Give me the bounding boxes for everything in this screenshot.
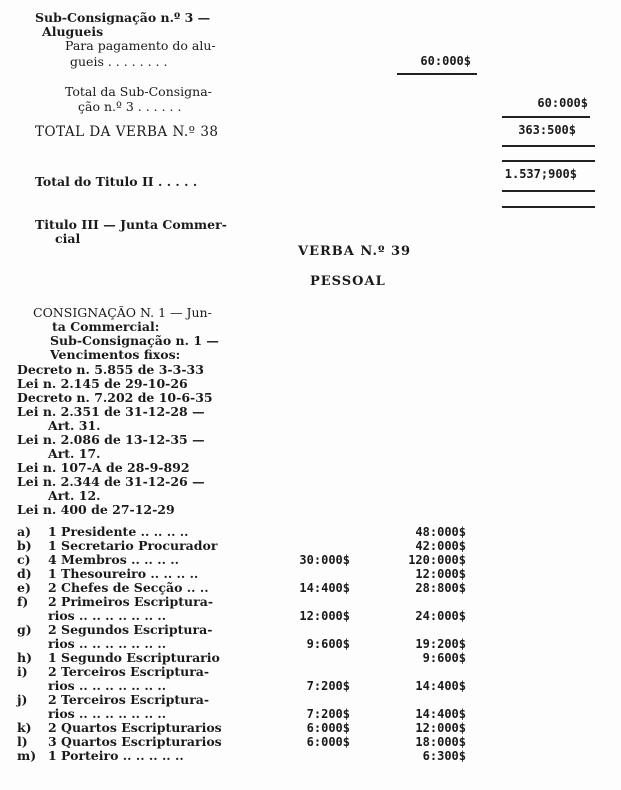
item-description: 2 Segundos Escriptura- xyxy=(48,622,213,637)
item-letter: d) xyxy=(17,566,32,581)
sub-total-value: 60:000$ xyxy=(537,96,588,110)
item-total-value: 24:000$ xyxy=(415,609,466,623)
item-description: 2 Chefes de Secção .. .. xyxy=(48,580,209,595)
item-letter: f) xyxy=(17,594,29,609)
law-line: Lei n. 400 de 27-12-29 xyxy=(17,502,175,517)
item-description: rios .. .. .. .. .. .. .. xyxy=(48,608,167,623)
verba-total-underline-2 xyxy=(502,160,595,162)
item-unit-value: 12:000$ xyxy=(299,609,350,623)
item-total-value: 48:000$ xyxy=(415,525,466,539)
titulo-iii-line-1: Titulo III — Junta Commer- xyxy=(35,217,227,232)
titulo-ii-total-label: Total do Titulo II . . . . . xyxy=(35,174,198,189)
item-description: 2 Quartos Escripturarios xyxy=(48,720,222,735)
item-description: 2 Terceiros Escriptura- xyxy=(48,664,210,679)
rent-line-1: Para pagamento do alu- xyxy=(65,38,216,53)
law-line: Lei n. 2.344 de 31-12-26 — xyxy=(17,474,205,489)
item-description: rios .. .. .. .. .. .. .. xyxy=(48,678,167,693)
item-letter: l) xyxy=(17,734,28,749)
alugueis-title: Alugueis xyxy=(42,24,104,39)
item-total-value: 12:000$ xyxy=(415,721,466,735)
item-description: 1 Presidente .. .. .. .. xyxy=(48,524,189,539)
item-letter: a) xyxy=(17,524,32,539)
item-description: 1 Porteiro .. .. .. .. .. xyxy=(48,748,184,763)
item-description: 4 Membros .. .. .. .. xyxy=(48,552,179,567)
rent-underline xyxy=(397,73,477,75)
law-line: Lei n. 2.086 de 13-12-35 — xyxy=(17,432,205,447)
verba-38-total-label: TOTAL DA VERBA N.º 38 xyxy=(35,124,219,140)
item-letter: i) xyxy=(17,664,28,679)
item-description: 1 Segundo Escripturario xyxy=(48,650,220,665)
item-description: rios .. .. .. .. .. .. .. xyxy=(48,706,167,721)
law-line: Lei n. 2.145 de 29-10-26 xyxy=(17,376,188,391)
verba-total-underline xyxy=(502,145,595,147)
titulo-total-underline xyxy=(502,190,595,192)
law-line: Art. 17. xyxy=(48,446,101,461)
item-unit-value: 14:400$ xyxy=(299,581,350,595)
item-total-value: 120:000$ xyxy=(408,553,466,567)
item-unit-value: 7:200$ xyxy=(306,679,350,693)
item-unit-value: 9:600$ xyxy=(306,637,350,651)
law-line: Decreto n. 7.202 de 10-6-35 xyxy=(17,390,213,405)
law-line: Lei n. 2.351 de 31-12-28 — xyxy=(17,404,205,419)
verba-39-heading: VERBA N.º 39 xyxy=(298,244,412,259)
titulo-total-underline-2 xyxy=(502,206,595,208)
consignacao-line-3: Sub-Consignação n. 1 — xyxy=(50,333,219,348)
consignacao-line-2: ta Commercial: xyxy=(52,319,160,334)
law-line: Art. 12. xyxy=(48,488,101,503)
consignacao-line-4: Vencimentos fixos: xyxy=(50,347,181,362)
titulo-iii-line-2: cial xyxy=(55,231,81,246)
item-unit-value: 30:000$ xyxy=(299,553,350,567)
sub-consignacao-3-heading: Sub-Consignação n.º 3 — xyxy=(35,10,211,25)
item-total-value: 14:400$ xyxy=(415,707,466,721)
item-description: 2 Primeiros Escriptura- xyxy=(48,594,214,609)
titulo-ii-total-value: 1.537;900$ xyxy=(504,167,577,181)
item-letter: b) xyxy=(17,538,32,553)
item-total-value: 14:400$ xyxy=(415,679,466,693)
item-letter: e) xyxy=(17,580,31,595)
law-line: Lei n. 107-A de 28-9-892 xyxy=(17,460,190,475)
law-line: Decreto n. 5.855 de 3-3-33 xyxy=(17,362,204,377)
item-unit-value: 6:000$ xyxy=(306,721,350,735)
item-description: rios .. .. .. .. .. .. .. xyxy=(48,636,167,651)
consignacao-line-1: CONSIGNAÇÃO N. 1 — Jun- xyxy=(33,305,212,320)
item-total-value: 9:600$ xyxy=(422,651,466,665)
item-total-value: 12:000$ xyxy=(415,567,466,581)
item-total-value: 6:300$ xyxy=(422,749,466,763)
item-total-value: 19:200$ xyxy=(415,637,466,651)
item-letter: j) xyxy=(17,692,28,707)
verba-38-total-value: 363:500$ xyxy=(518,123,576,137)
item-description: 1 Secretario Procurador xyxy=(48,538,218,553)
item-letter: h) xyxy=(17,650,33,665)
law-line: Art. 31. xyxy=(48,418,101,433)
item-description: 1 Thesoureiro .. .. .. .. xyxy=(48,566,199,581)
rent-line-2: gueis . . . . . . . . xyxy=(70,54,168,69)
item-letter: g) xyxy=(17,622,32,637)
item-total-value: 42:000$ xyxy=(415,539,466,553)
item-unit-value: 7:200$ xyxy=(306,707,350,721)
item-letter: k) xyxy=(17,720,32,735)
pessoal-heading: PESSOAL xyxy=(310,274,386,289)
sub-total-line-1: Total da Sub-Consigna- xyxy=(65,84,212,99)
item-letter: c) xyxy=(17,552,31,567)
sub-total-underline xyxy=(502,116,590,118)
item-total-value: 28:800$ xyxy=(415,581,466,595)
item-letter: m) xyxy=(17,748,37,763)
item-description: 2 Terceiros Escriptura- xyxy=(48,692,210,707)
item-unit-value: 6:000$ xyxy=(306,735,350,749)
item-total-value: 18:000$ xyxy=(415,735,466,749)
rent-value: 60:000$ xyxy=(420,54,471,68)
item-description: 3 Quartos Escripturarios xyxy=(48,734,222,749)
sub-total-line-2: ção n.º 3 . . . . . . xyxy=(78,99,182,114)
